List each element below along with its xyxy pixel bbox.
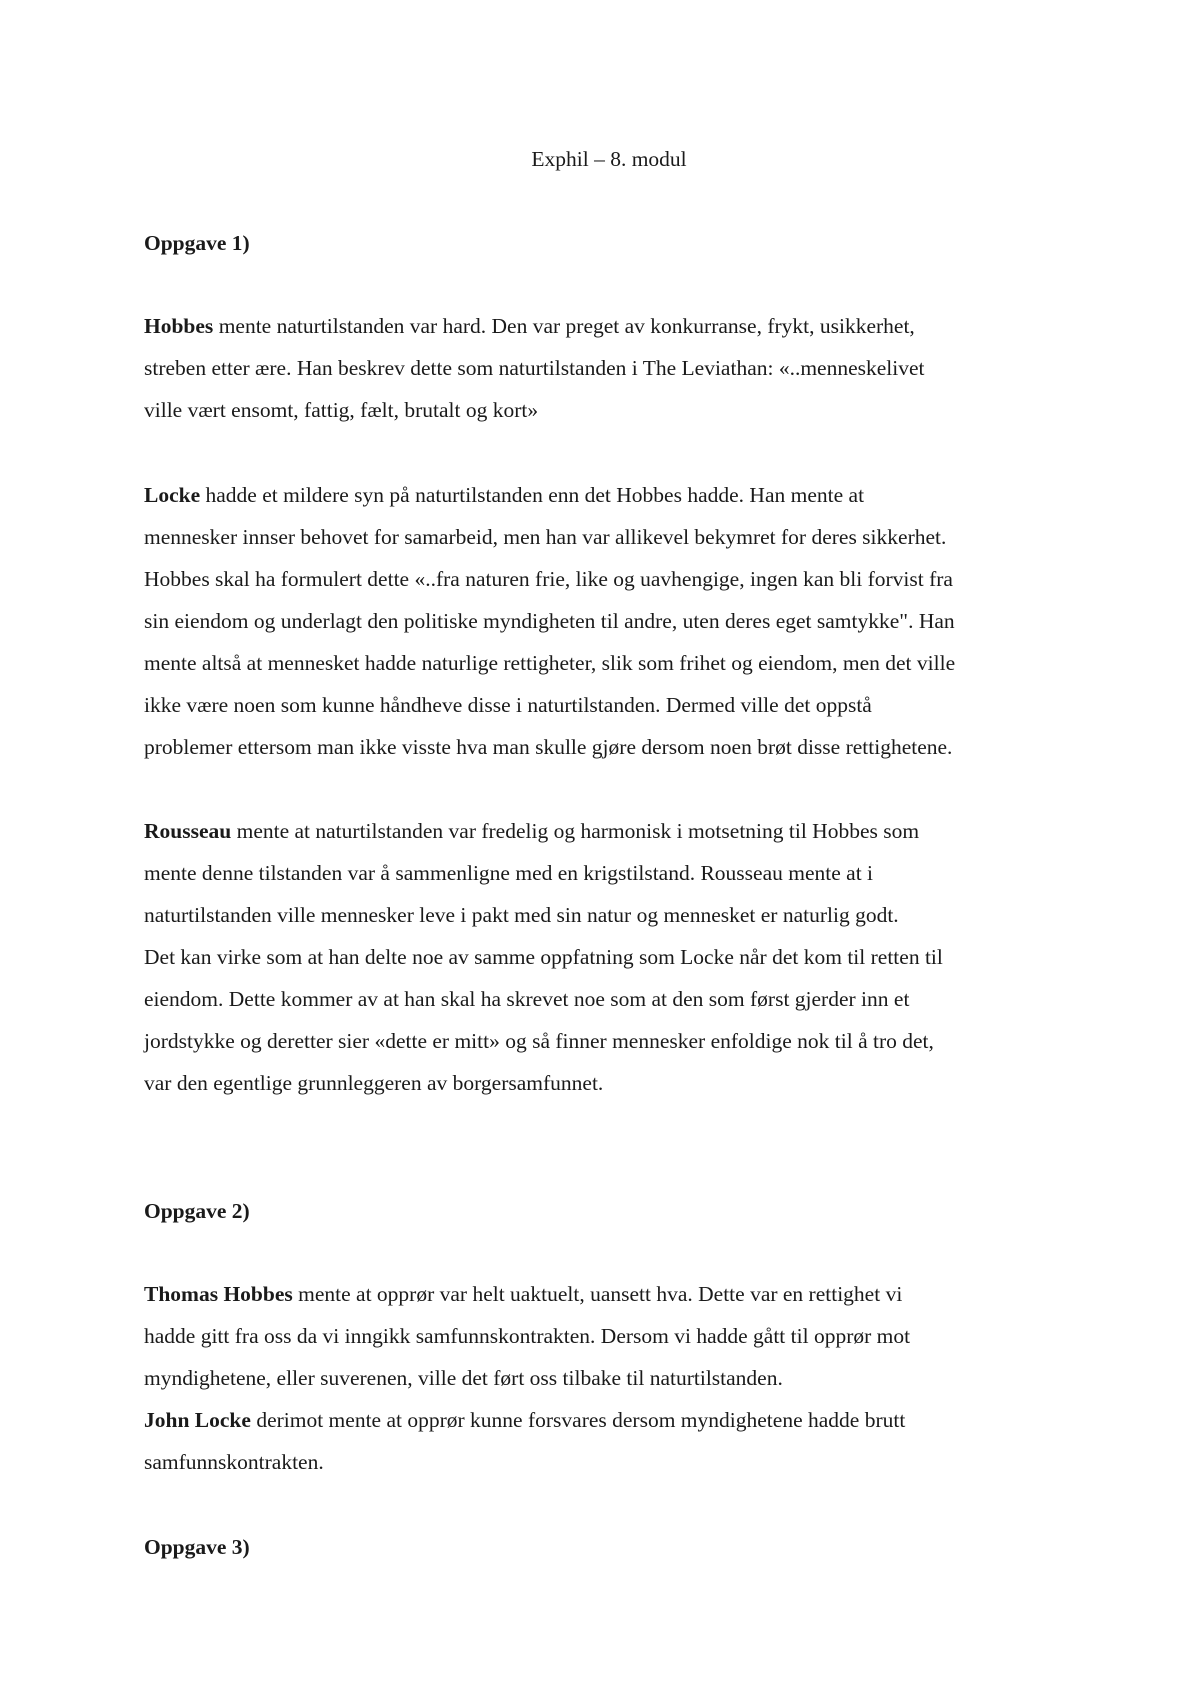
text-line: jordstykke og deretter sier «dette er mitt» og så finner mennesker enfoldige nok til å tro det, [144,1029,934,1053]
paragraph-hobbes-locke [144,1273,1074,1483]
bold-term: John Locke [144,1408,251,1432]
bold-term: Rousseau [144,819,232,843]
paragraph-hobbes [144,305,1074,431]
text-line: naturtilstanden ville mennesker leve i pakt med sin natur og mennesket er naturlig godt. [144,903,899,927]
text-line [144,474,1074,516]
text-line [144,1273,1074,1315]
text-line: problemer ettersom man ikke visste hva man skulle gjøre dersom noen brøt disse rettighetene. [144,735,953,759]
text-line: sin eiendom og underlagt den politiske myndigheten til andre, uten deres eget samtykke". Han [144,609,955,633]
text-line: samfunnskontrakten. [144,1450,324,1474]
bold-term: Hobbes [144,314,214,338]
text-line: mente denne tilstanden var å sammenligne med en krigstilstand. Rousseau mente at i [144,861,874,885]
line-text: mente at opprør var helt uaktuelt, uansett hva. Dette var en rettighet vi [292,1282,903,1306]
bold-term: Locke [144,483,201,507]
text-line: myndighetene, eller suverenen, ville det ført oss tilbake til naturtilstanden. [144,1366,783,1390]
section-heading-oppgave-1: Oppgave 1) [144,231,250,255]
section-heading-oppgave-2: Oppgave 2) [144,1199,250,1223]
text-line: Hobbes skal ha formulert dette «..fra naturen frie, like og uavhengige, ingen kan bli forvist fra [144,567,953,591]
text-line [144,1399,1074,1441]
text-line: Det kan virke som at han delte noe av samme oppfatning som Locke når det kom til retten til [144,945,943,969]
text-line: eiendom. Dette kommer av at han skal ha skrevet noe som at den som først gjerder inn et [144,987,910,1011]
text-line: var den egentlige grunnleggeren av borgersamfunnet. [144,1071,604,1095]
paragraph-locke [144,474,1074,768]
text-line: ikke være noen som kunne håndheve disse i naturtilstanden. Dermed ville det oppstå [144,693,872,717]
paragraph-rousseau [144,810,1074,1104]
section-heading-oppgave-3: Oppgave 3) [144,1535,250,1559]
text-line: mente altså at mennesket hadde naturlige rettigheter, slik som frihet og eiendom, men det ville [144,651,956,675]
line-text: hadde et mildere syn på naturtilstanden enn det Hobbes hadde. Han mente at [200,483,865,507]
line-text: mente naturtilstanden var hard. Den var preget av konkurranse, frykt, usikkerhet, [213,314,915,338]
text-line: hadde gitt fra oss da vi inngikk samfunnskontrakten. Dersom vi hadde gått til opprør mot [144,1324,911,1348]
text-line: mennesker innser behovet for samarbeid, men han var allikevel bekymret for deres sikkerhet. [144,525,947,549]
text-line [144,810,1074,852]
line-text: mente at naturtilstanden var fredelig og harmonisk i motsetning til Hobbes som [231,819,920,843]
text-line: streben etter ære. Han beskrev dette som naturtilstanden i The Leviathan: «..menneskelivet [144,356,925,380]
text-line: ville vært ensomt, fattig, fælt, brutalt og kort» [144,398,539,422]
document-page [144,0,1074,1698]
line-text: derimot mente at opprør kunne forsvares dersom myndighetene hadde brutt [250,1408,906,1432]
text-line [144,305,1074,347]
bold-term: Thomas Hobbes [144,1282,293,1306]
document-title: Exphil – 8. modul [531,147,687,171]
